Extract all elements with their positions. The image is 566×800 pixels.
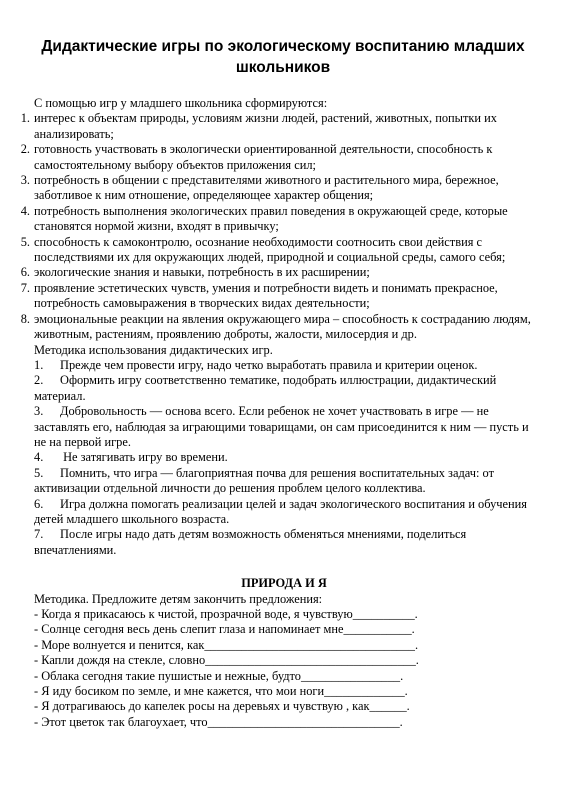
rule-paragraph <box>34 373 534 404</box>
sentence-line: - Солнце сегодня весь день слепит глаза и напоминает мне___________. <box>34 622 415 637</box>
list-item <box>20 142 534 173</box>
rule-paragraph <box>34 450 534 465</box>
list-number: 1. <box>20 111 30 126</box>
list-item-text: готовность участвовать в экологически ориентированной деятельности, способность к самостоятельному выбору объектов приложения сил; <box>34 142 493 172</box>
rule-number: 3. <box>34 404 44 419</box>
list-number: 4. <box>20 203 30 218</box>
sentence-line: - Я иду босиком по земле, и мне кажется, что мои ноги_____________. <box>34 684 408 699</box>
list-number: 5. <box>20 234 30 249</box>
list-item-text: эмоциональные реакции на явления окружающего мира – способность к состраданию людям, животным, растениям, проявлению доброты, жалости, милосердия и др. <box>34 311 531 342</box>
list-number: 8. <box>20 311 30 326</box>
list-number: 6. <box>20 265 30 280</box>
sentence-line: - Капли дождя на стекле, словно__________________________________. <box>34 653 419 668</box>
rule-paragraph <box>34 358 534 373</box>
rule-number: 4. <box>34 450 44 465</box>
sentence-line: - Когда я прикасаюсь к чистой, прозрачной воде, я чувствую__________. <box>34 607 418 621</box>
document-title: Дидактические игры по экологическому воспитанию младших школьников <box>41 38 525 76</box>
rule-paragraph <box>34 466 534 497</box>
list-item <box>20 111 534 142</box>
rule-text: Игра должна помогать реализации целей и задач экологического воспитания и обучения детей младшего школьного возраста. <box>34 496 527 526</box>
list-item <box>20 265 534 280</box>
rule-paragraph <box>34 527 534 558</box>
list-item-text: интерес к объектам природы, условиям жизни людей, растений, животных, попытки их анализировать; <box>34 111 497 141</box>
list-item-text: проявление эстетических чувств, умения и потребности видеть и понимать прекрасное, потребность самовыражения в творческих видах деятельности; <box>34 280 498 311</box>
sentence-line: - Море волнуется и пенится, как__________________________________. <box>34 637 419 652</box>
list-number: 2. <box>20 142 30 157</box>
list-item <box>20 203 534 235</box>
rule-number: 2. <box>34 373 44 388</box>
rule-text: Помнить, что игра — благоприятная почва для решения воспитательных задач: от активизации отдельной личности до решения проблем целого коллектива. <box>34 465 494 496</box>
rule-paragraph <box>34 404 534 450</box>
rule-text: Добровольность — основа всего. Если ребенок не хочет участвовать в игре — не заставлять его, наблюдая за играющими товарищами, он сам присоединится к ним — пусть и не на первой игре. <box>34 404 529 449</box>
sentence-line: - Облака сегодня такие пушистые и нежные, будто________________. <box>34 668 404 683</box>
rule-number: 1. <box>34 357 44 372</box>
list-item <box>20 234 534 266</box>
list-item <box>20 280 534 312</box>
rule-text: Прежде чем провести игру, надо четко выработать правила и критерии оценок. <box>60 357 478 372</box>
method-paragraph: Методика. Предложите детям закончить предложения: <box>34 591 323 606</box>
sentence-line: - Этот цветок так благоухает, что_______________________________. <box>34 714 403 729</box>
rule-text: После игры надо дать детям возможность обменяться мнениями, поделиться впечатлениями. <box>34 527 467 557</box>
list-number: 3. <box>20 173 30 188</box>
list-item-text: экологические знания и навыки, потребность в их расширении; <box>34 265 370 280</box>
rules-heading: Методика использования дидактических игр. <box>34 342 273 357</box>
list-item-text: способность к самоконтролю, осознание необходимости соотносить свои действия с последствиями их для окружающих людей, природной и социальной среды, самого себя; <box>34 234 506 265</box>
list-item-text: потребность выполнения экологических правил поведения в окружающей среде, которые становятся нормой жизни, входят в привычку; <box>34 203 508 234</box>
goals-list <box>20 111 534 342</box>
document-body <box>20 96 534 730</box>
rule-number: 5. <box>34 465 44 480</box>
rule-text: Оформить игру соответственно тематике, подобрать иллюстрации, дидактический материал. <box>34 373 497 403</box>
rule-number: 7. <box>34 527 44 542</box>
sentence-line: - Я дотрагиваюсь до капелек росы на деревьях и чувствую , как______. <box>34 699 410 714</box>
list-item <box>20 311 534 343</box>
list-item <box>20 173 534 204</box>
rule-number: 6. <box>34 496 44 511</box>
list-number: 7. <box>20 280 30 295</box>
rule-text: Не затягивать игру во времени. <box>60 450 228 465</box>
intro-paragraph: С помощью игр у младшего школьника сформируются: <box>34 96 328 110</box>
section-heading: ПРИРОДА И Я <box>241 576 327 591</box>
list-item-text: потребность в общении с представителями животного и растительного мира, бережное, заботливое к ним отношение, определяющее характер общения; <box>34 173 499 203</box>
rule-paragraph <box>34 497 534 528</box>
